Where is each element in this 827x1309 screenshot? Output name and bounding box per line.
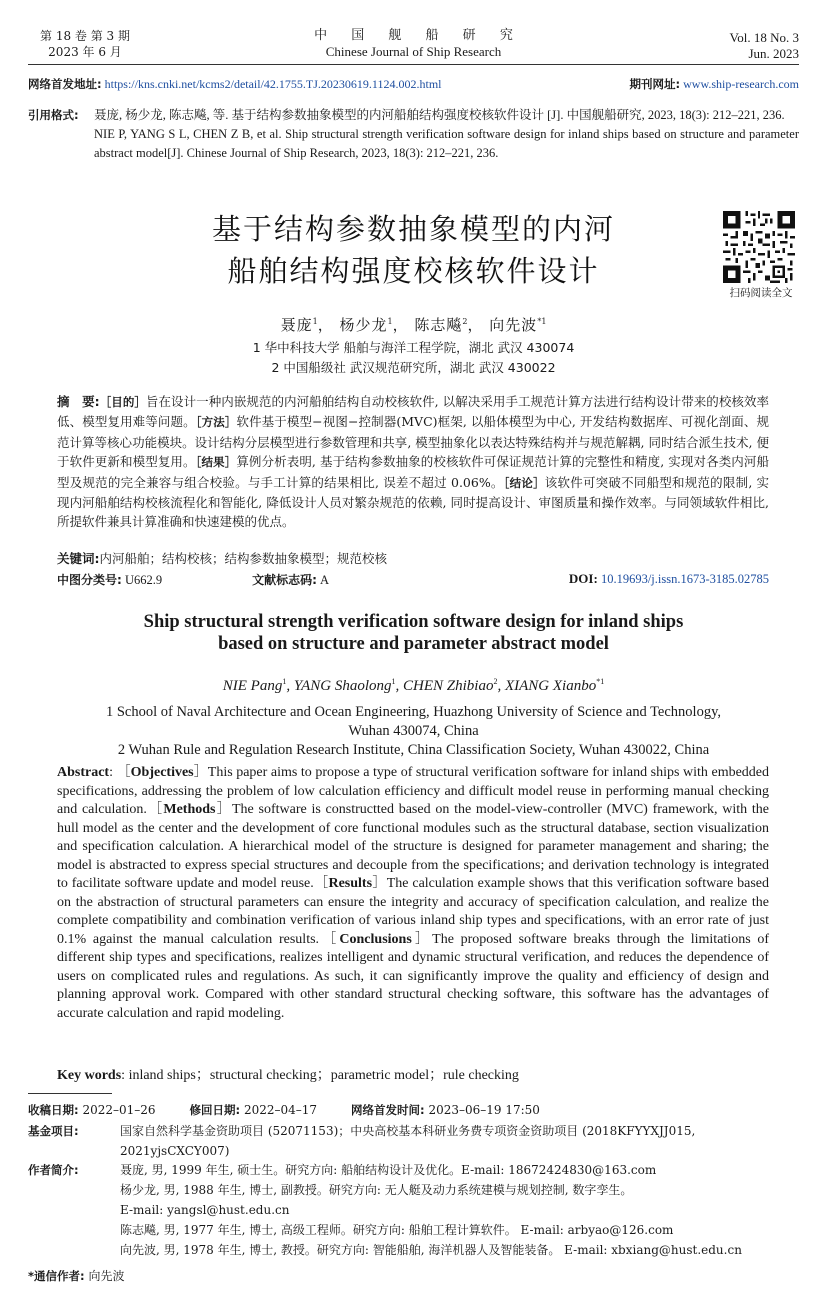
abstract-en-tag-methods: Methods (163, 802, 216, 817)
received-label: 收稿日期: (28, 1103, 79, 1117)
qr-code-icon[interactable] (723, 211, 795, 283)
author-bio-line: E-mail: yangsl@hust.edu.cn (120, 1203, 290, 1217)
online-value: 2023–06–19 17:50 (428, 1103, 540, 1117)
author-cn-3-sup: 2 (462, 317, 468, 326)
authors-cn (0, 314, 827, 335)
doi-link[interactable]: 10.19693/j.issn.1673-3185.02785 (600, 572, 769, 586)
abstract-cn-label: 摘 要: (57, 394, 100, 409)
abstract-en: Abstract: ［Objectives］This paper aims to propose a type of structural verification software for inland ships with embedded specifications, addressing the problem of low calculation efficiency and difficult model reuse in performing manual checking and calculation.［Methods］The software is constructted based on the model-view-controller (MVC) framework, with the hull model as the center and the development of core functional modules such as the structural database, section visualization and specification calculation. A hierarchical model of the structure is designed for parameter management and sharing; the model is abstracted to express special structures and decouple from the specifications; and derivation technology is integrated to facilitate software update and model reuse.［Results］The calculation example shows that this verification software based on the abstraction of structural parameters can ensure the integrity and accuracy of specification calculation, and realize the complete compatibility and combination verification of various inland ship types and specifications, with an error rate of just 0.1% against the manual calculation results.［Conclusions］The proposed software breaks through the limitations of different ship types and specifications, realizes intelligent and dynamic structural verification, and reduces the dependence of users on complicated rules and regulations. As such, it can significantly improve the quality and efficiency of design and planning approval work. Compared with other standard structural checking software, this software has the advantages of accurate calculation and rapid modeling. (57, 765, 770, 1021)
online-address-link[interactable]: https://kns.cnki.net/kcms2/detail/42.1755.TJ.20230619.1124.002.html (104, 77, 442, 91)
author-en-3: CHEN Zhibiao (403, 678, 494, 694)
citation-block (28, 106, 799, 163)
classification-row (57, 571, 769, 588)
author-bio-line: 向先波, 男, 1978 年生, 博士, 教授。研究方向: 智能船舶, 海洋机器人及智能装备。 E-mail: xbxiang@hust.edu.cn (120, 1243, 742, 1257)
keywords-cn (57, 549, 769, 567)
grant-text: 国家自然科学基金资助项目 (52071153)；中央高校基本科研业务费专项资金资助项目 (2018KFYYXJJ015, 2021yjsCXCY007) (120, 1124, 696, 1158)
affiliation-en-1-line1: 1 School of Naval Architecture and Ocean Engineering, Huazhong University of Science and Technology, (105, 704, 722, 720)
title-cn-line2: 船舶结构强度校核软件设计 (227, 254, 600, 288)
affiliation-en-2: 2 Wuhan Rule and Regulation Research Institute, China Classification Society, Wuhan 430022, China (117, 742, 710, 758)
footnote-corresponding (28, 1266, 799, 1286)
keywords-en-text: inland ships；structural checking；parametric model；rule checking (128, 1068, 519, 1083)
footnote-authors (28, 1160, 799, 1260)
corresponding-label: *通信作者: (28, 1269, 85, 1283)
abstract-en-objectives: This paper aims to propose a type of structural verification software for inland ships with embedded specifications, addressing the problem of low calculation efficiency and difficult model reuse in performing manual checking and calculation. (57, 765, 770, 817)
abstract-en-results: The calculation example shows that this verification software based on the abstraction of structural parameters can ensure the integrity and accuracy of specification calculation, and realize the complete compatibility and combination verification of various inland ship types and specifications, with an error rate of just 0.1% against the manual calculation results. (57, 876, 770, 947)
document-code (252, 571, 329, 588)
header-journal (0, 28, 827, 60)
author-en-3-sup: 2 (493, 677, 498, 686)
abstract-cn-objectives: 旨在设计一种内嵌规范的内河船舶结构自动校核软件, 以解决采用手工规范计算方法进行结构设计带来的校核效率低、模型复用难等问题。 (57, 394, 770, 430)
header-issue-en (730, 30, 799, 62)
abstract-en-conclusions: The proposed software breaks through the limitations of different ship types and specifications, realizes intelligent and dynamic structural verification, and reduces the dependence of users on complicated rules and regulations. As such, it can significantly improve the quality and efficiency of design and planning approval work. Compared with other standard structural checking software, this software has the advantages of accurate calculation and rapid modeling. (57, 931, 769, 1021)
author-bio-line: 陈志飚, 男, 1977 年生, 博士, 高级工程师。研究方向: 船舶工程计算软件。 E-mail: arbyao@126.com (120, 1223, 674, 1237)
author-cn-2: 杨少龙 (339, 316, 388, 334)
keywords-cn-text: 内河船舶；结构校核；结构参数抽象模型；规范校核 (99, 551, 388, 566)
affiliation-en-1 (60, 703, 767, 741)
corresponding-value: 向先波 (88, 1269, 125, 1283)
title-en-line1: Ship structural strength verification software design for inland ships (143, 612, 684, 632)
abstract-cn-tag-conclusions: ［结论］ (503, 475, 545, 490)
author-cn-sep: ， (467, 316, 484, 334)
title-cn (0, 208, 827, 292)
author-cn-sep: ， (317, 316, 334, 334)
author-bio-line: 杨少龙, 男, 1988 年生, 博士, 副教授。研究方向: 无人艇及动力系统建模与规划控制, 数字孪生。 (120, 1183, 633, 1197)
clc-value: U662.9 (124, 573, 163, 587)
keywords-cn-label: 关键词: (57, 551, 100, 566)
revised-value: 2022–04–17 (243, 1103, 318, 1117)
online-date (351, 1100, 540, 1120)
citation-label: 引用格式: (28, 108, 79, 122)
abstract-cn-methods: 软件基于模型−视图−控制器(MVC)框架, 以船体模型为中心, 开发结构数据库、可视化剖面、规范计算等核心功能模块。设计结构分层模型进行参数管理和共享, 模型抽象化以表达特殊结构并与规范解耦, 同时结合派生技术, 便于软件更新和模型复用。 (57, 414, 769, 470)
author-en-4: XIANG Xianbo (504, 678, 597, 694)
author-en-1-sup: 1 (282, 677, 287, 686)
affiliation-cn-2: 2 中国船级社 武汉规范研究所，湖北 武汉 430022 (271, 360, 556, 375)
abstract-en-methods: The software is constructted based on the model-view-controller (MVC) framework, with the hull model as the center and the development of core functional modules such as the structural database, section visualization and specification calculation. A hierarchical model of the structure is designed for parameter management and sharing; the model is abstracted to express special structures and decouple from the specifications; and derivation technology is integrated to facilitate software update and model reuse. (57, 802, 769, 891)
qr-caption: 扫码阅读全文 (729, 287, 793, 299)
citation-en: NIE P, YANG S L, CHEN Z B, et al. Ship structural strength verification software design for inland ships based on structure and parameter abstract model[J]. Chinese Journal of Ship Research, 2023, 18(3): 212–221, 236. (94, 127, 799, 160)
header-divider (28, 64, 799, 65)
abstract-en-tag-results: Results (328, 876, 373, 891)
author-en-1: NIE Pang (222, 678, 283, 694)
journal-website-label: 期刊网址: (629, 77, 681, 91)
author-cn-1-sup: 1 (312, 317, 318, 326)
author-cn-1: 聂庞 (280, 316, 313, 334)
author-cn-2-sup: 1 (387, 317, 393, 326)
abstract-cn-results: 算例分析表明, 基于结构参数抽象的校核软件可保证规范计算的完整性和精度, 实现对各类内河船型及规范的完全兼容与组合校验。与手工计算的结果相比, 误差不超过 0.06%。 (57, 454, 770, 490)
online-address-label: 网络首发地址: (28, 77, 102, 91)
document-code-value: A (320, 573, 330, 587)
abstract-en-tag-objectives: Objectives (130, 765, 194, 780)
received-value: 2022–01–26 (82, 1103, 156, 1117)
author-cn-4: 向先波 (489, 316, 538, 334)
title-en-line2: based on structure and parameter abstract model (218, 634, 609, 654)
date-en: Jun. 2023 (748, 46, 799, 61)
online-address (28, 76, 441, 92)
doi-label: DOI: (568, 571, 598, 586)
title-cn-line1: 基于结构参数抽象模型的内河 (211, 212, 615, 246)
footnote-dates (28, 1100, 799, 1120)
grant-label: 基金项目: (28, 1124, 79, 1138)
journal-name-en: Chinese Journal of Ship Research (325, 44, 502, 59)
date-cn: 2023 年 6 月 (48, 45, 122, 59)
journal-website (630, 76, 799, 92)
clc-label: 中图分类号: (57, 573, 122, 587)
citation-cn: 聂庞, 杨少龙, 陈志飚, 等. 基于结构参数抽象模型的内河船舶结构强度校核软件设计 [J]. 中国舰船研究, 2023, 18(3): 212–221, 236. (94, 108, 785, 122)
journal-website-link[interactable]: www.ship-research.com (683, 77, 799, 91)
doi (569, 571, 769, 588)
volume-cn: 第 18 卷 第 3 期 (40, 29, 130, 43)
author-en-2-sup: 1 (391, 677, 396, 686)
author-bio-label: 作者简介: (28, 1163, 79, 1177)
author-en-4-sup: *1 (596, 677, 605, 686)
abstract-cn-tag-methods: ［方法］ (195, 415, 237, 430)
title-en (0, 611, 827, 655)
abstract-cn (57, 392, 769, 532)
author-en-2: YANG Shaolong (293, 678, 392, 694)
abstract-cn-conclusions: 该软件可突破不同船型和规范的限制, 实现内河船舶结构校核流程化和智能化, 降低设计人员对繁杂规范的依赖, 同时提高设计、审图质量和操作效率。与同领域软件相比, 所提软件兼具计算准确和快速建模的优点。 (57, 474, 770, 530)
author-cn-3: 陈志飚 (414, 316, 463, 334)
author-cn-4-sup: *1 (537, 317, 547, 326)
document-code-label: 文献标志码: (252, 573, 317, 587)
revised-label: 修回日期: (189, 1103, 241, 1117)
keywords-en: Key words: inland ships；structural checking；parametric model；rule checking (57, 1068, 519, 1083)
abstract-cn-tag-objectives: ［目的］ (99, 395, 146, 409)
abstract-cn-tag-results: ［结果］ (195, 455, 237, 470)
keywords-en-label: Key words (57, 1068, 122, 1083)
author-bio-line: 聂庞, 男, 1999 年生, 硕士生。研究方向: 船舶结构设计及优化。E-mail: 18672424830@163.com (120, 1163, 657, 1177)
volume-en: Vol. 18 No. 3 (729, 30, 799, 45)
affiliation-en-1-line2: Wuhan 430074, China (348, 723, 479, 739)
footnote-divider (28, 1093, 112, 1094)
authors-en: NIE Pang$^1$, YANG Shaolong$^1$, CHEN Zhibiao$^2$, XIANG Xianbo$^{*1}$ (222, 677, 605, 694)
author-cn-sep: ， (392, 316, 409, 334)
revised-date (190, 1100, 318, 1120)
online-label: 网络首发时间: (351, 1103, 425, 1117)
url-line (28, 76, 799, 92)
abstract-en-label: Abstract (57, 765, 110, 780)
affiliation-cn-1: 1 华中科技大学 船舶与海洋工程学院，湖北 武汉 430074 (252, 340, 575, 355)
abstract-en-tag-conclusions: Conclusions (339, 931, 412, 947)
clc-number (57, 571, 162, 588)
journal-name-cn: 中 国 舰 船 研 究 (314, 28, 523, 43)
received-date (28, 1100, 156, 1120)
footnote-grant (28, 1121, 799, 1161)
